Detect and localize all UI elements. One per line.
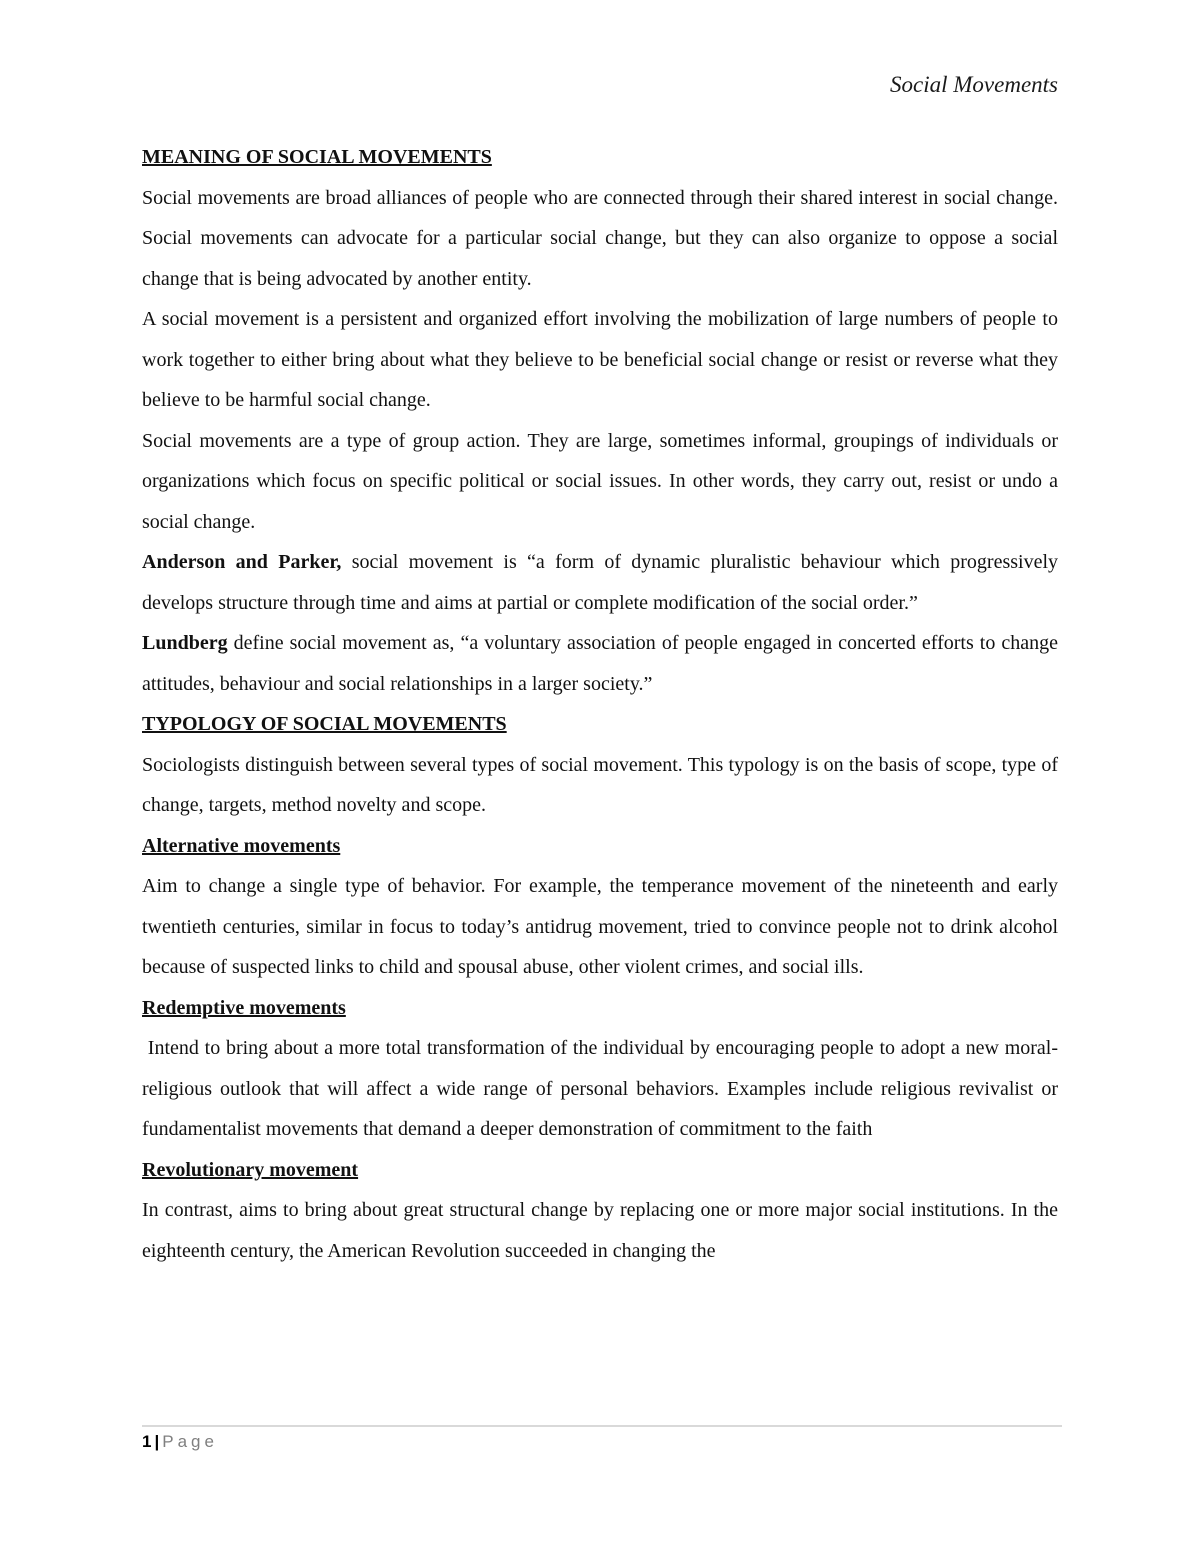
- section-heading-typology: TYPOLOGY OF SOCIAL MOVEMENTS: [142, 713, 507, 735]
- definition-anderson-parker: social movement is “a form of dynamic pluralistic behaviour which progressively develops structure through time and aims at partial or complete modification of the social order.”: [142, 551, 1059, 614]
- section-heading-meaning: MEANING OF SOCIAL MOVEMENTS: [142, 146, 492, 168]
- subheading-revolutionary: Revolutionary movement: [142, 1158, 359, 1181]
- author-anderson-parker: Anderson and Parker,: [142, 551, 342, 573]
- subheading-alternative: Alternative movements: [142, 834, 341, 857]
- paragraph-lundberg: [142, 623, 1058, 704]
- paragraph-meaning-1: Social movements are broad alliances of people who are connected through their shared interest in social change. Social movements can advocate for a particular social change, but they can also organize to oppose a social change that is being advocated by another entity.: [142, 186, 1058, 290]
- paragraph-alternative: Aim to change a single type of behavior. For example, the temperance movement of the nineteenth and early twentieth centuries, similar in focus to today’s antidrug movement, tried to convince people not to drink alcohol because of suspected links to child and spousal abuse, other violent crimes, and social ills.: [142, 875, 1058, 978]
- subheading-redemptive: Redemptive movements: [142, 996, 346, 1019]
- running-header: Social Movements: [890, 72, 1058, 97]
- definition-lundberg: define social movement as, “a voluntary association of people engaged in concerted efforts to change attitudes, behaviour and social relationships in a larger society.”: [142, 632, 1058, 695]
- document-body: [142, 137, 1063, 1271]
- page-number: 1: [142, 1432, 152, 1451]
- page-label: Page: [162, 1432, 218, 1451]
- page-footer: [142, 1432, 218, 1452]
- footer-separator: |: [154, 1432, 160, 1451]
- paragraph-revolutionary: In contrast, aims to bring about great structural change by replacing one or more major social institutions. In the eighteenth century, the American Revolution succeeded in changing the: [142, 1199, 1058, 1262]
- paragraph-meaning-2: A social movement is a persistent and organized effort involving the mobilization of large numbers of people to work together to either bring about what they believe to be beneficial social change or resist or reverse what they believe to be harmful social change.: [142, 308, 1058, 411]
- paragraph-redemptive: Intend to bring about a more total transformation of the individual by encouraging people to adopt a new moral-religious outlook that will affect a wide range of personal behaviors. Examples include religious revivalist or fundamentalist movements that demand a deeper demonstration of commitment to the faith: [142, 1037, 1063, 1140]
- paragraph-anderson-parker: [142, 542, 1058, 623]
- paragraph-typology-intro: Sociologists distinguish between several types of social movement. This typology is on the basis of scope, type of change, targets, method novelty and scope.: [142, 753, 1058, 816]
- paragraph-meaning-3: Social movements are a type of group action. They are large, sometimes informal, groupings of individuals or organizations which focus on specific political or social issues. In other words, they carry out, resist or undo a social change.: [142, 429, 1058, 533]
- footer-divider: [142, 1425, 1062, 1427]
- author-lundberg: Lundberg: [142, 632, 228, 654]
